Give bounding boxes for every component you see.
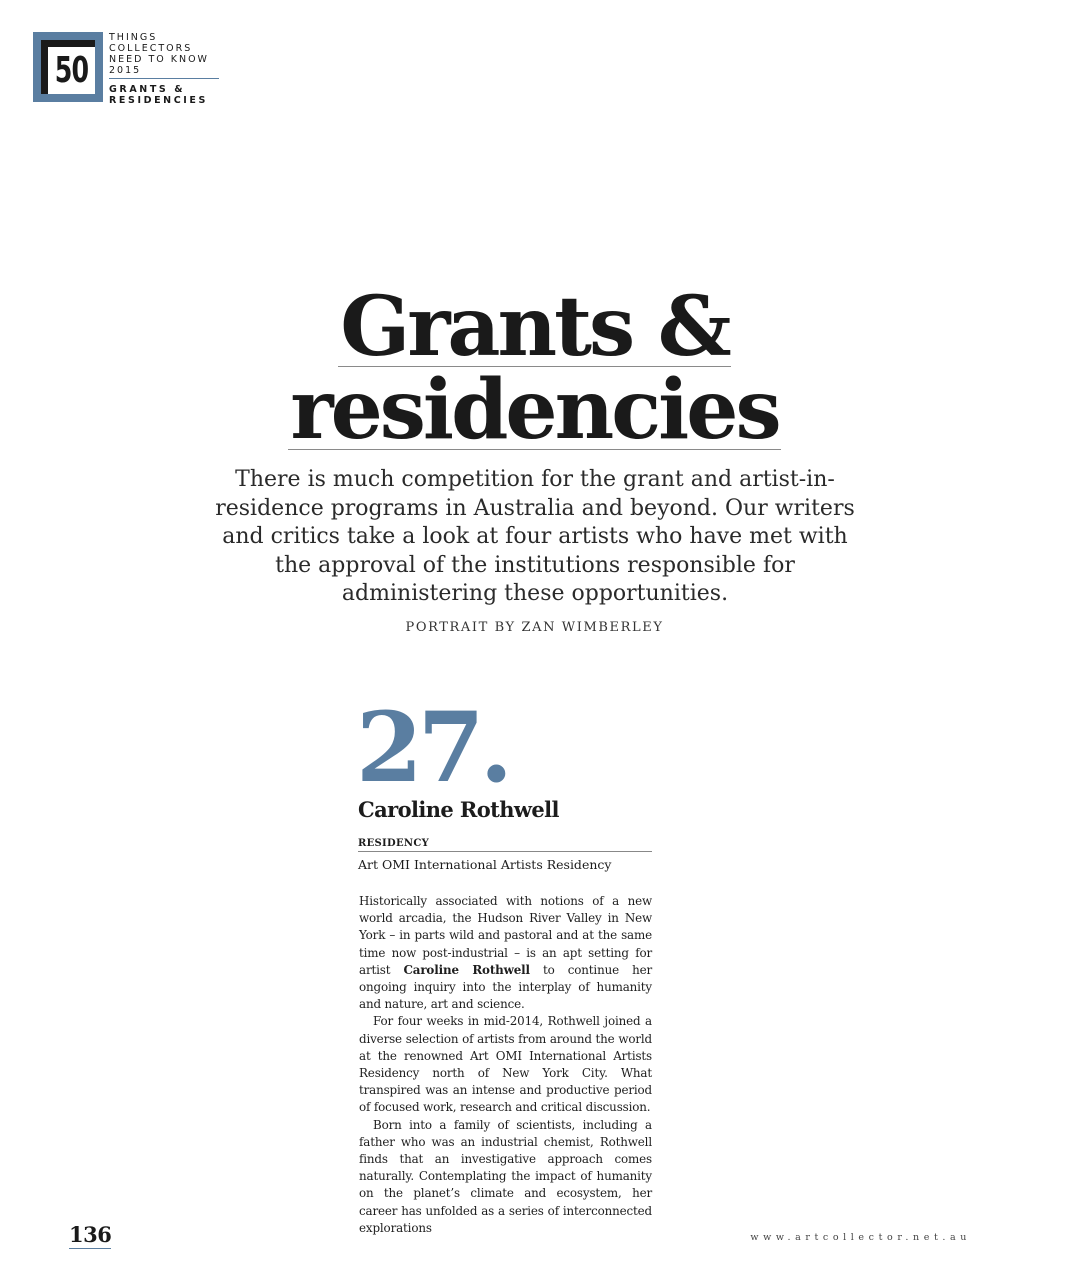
section-name-line-1: GRANTS & bbox=[109, 84, 186, 95]
series-title bbox=[109, 32, 219, 79]
page-number: 136 bbox=[69, 1222, 112, 1247]
page-title bbox=[0, 279, 1069, 458]
badge-frame bbox=[41, 40, 95, 94]
photo-credit: PORTRAIT BY ZAN WIMBERLEY bbox=[405, 620, 664, 635]
artist-name-inline: Caroline Rothwell bbox=[403, 962, 530, 977]
artist-name: Caroline Rothwell bbox=[358, 797, 559, 822]
article-body bbox=[359, 893, 652, 1237]
series-label bbox=[109, 32, 219, 106]
title-line-1: Grants & bbox=[340, 279, 729, 375]
category-label: RESIDENCY bbox=[358, 838, 652, 852]
website-url[interactable]: www.artcollector.net.au bbox=[750, 1232, 971, 1243]
article-number: 27. bbox=[356, 691, 509, 804]
body-paragraph bbox=[359, 893, 652, 1013]
series-badge bbox=[33, 32, 103, 102]
category-block bbox=[358, 838, 652, 872]
body-text: Historically associated with notions of a new world arcadia, the Hudson River Valley in New York – in parts wild and pastoral and at the same time now post-industrial – is an apt setting for artist bbox=[359, 894, 652, 977]
badge-number: 50 bbox=[54, 50, 89, 91]
series-title-line-1: THINGS COLLECTORS bbox=[109, 32, 193, 54]
section-name bbox=[109, 84, 208, 106]
standfirst: There is much competition for the grant and artist-in-residence programs in Australia and beyond. Our writers and critics take a look at four artists who have met with the approval of the institutions responsible for administering these opportunities. bbox=[215, 467, 855, 606]
body-paragraph: Born into a family of scientists, including a father who was an industrial chemist, Rothwell finds that an investigative approach comes naturally. Contemplating the impact of humanity on the planet’s climate and ecosystem, her career has unfolded as a series of interconnected explorations bbox=[359, 1117, 652, 1235]
body-paragraph: For four weeks in mid-2014, Rothwell joined a diverse selection of artists from around the world at the renowned Art OMI International Artists Residency north of New York City. What transpired was an intense and productive period of focused work, research and critical discussion. bbox=[359, 1014, 652, 1115]
title-line-2: residencies bbox=[290, 362, 779, 458]
category-value: Art OMI International Artists Residency bbox=[358, 857, 612, 872]
series-title-line-2: NEED TO KNOW 2015 bbox=[109, 54, 209, 76]
section-name-line-2: RESIDENCIES bbox=[109, 95, 208, 106]
body-text: to continue her ongoing inquiry into the interplay of humanity and nature, art and science. bbox=[359, 962, 653, 1012]
